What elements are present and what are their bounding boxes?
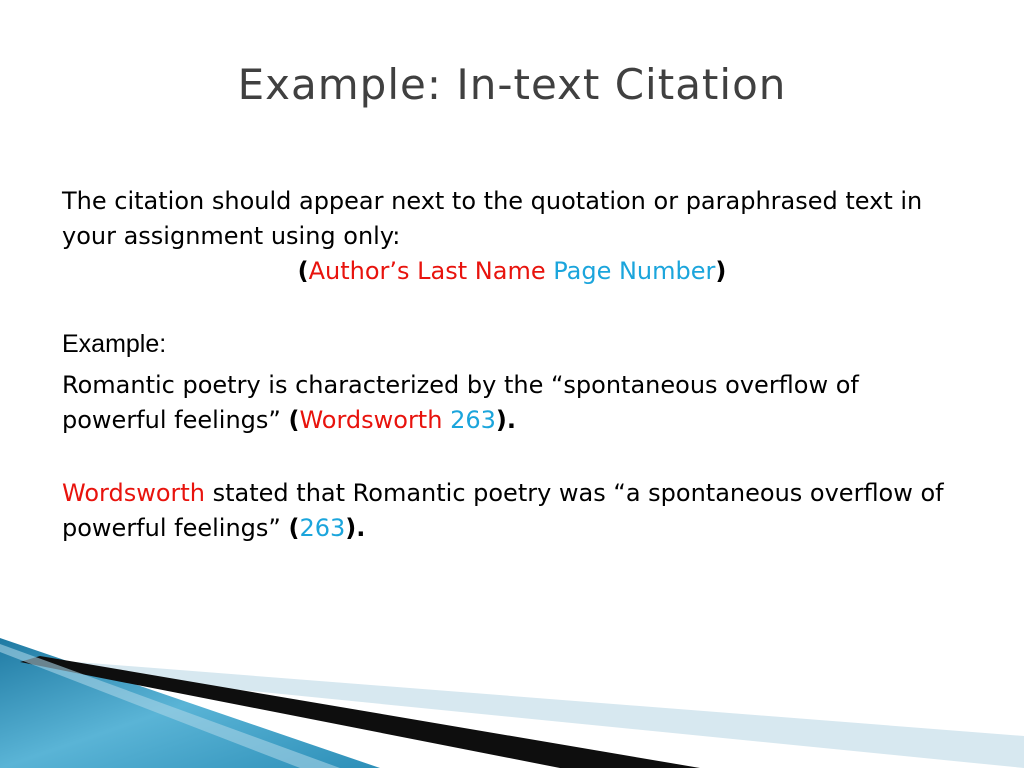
example-1-close: ). [495,406,516,434]
example-label: Example: [62,330,167,358]
example-1-space [442,406,450,434]
example-2-text: stated that Romantic poetry was “a spontaneous overflow of powerful feelings” [62,479,944,542]
format-page: Page Number [553,257,716,285]
intro-text: The citation should appear next to the quotation or paraphrased text in your assignment using only: [62,187,923,250]
format-author: Author’s Last Name [308,257,546,285]
example-1-open-paren: ( [288,406,300,434]
format-open-paren: ( [297,257,309,285]
example-1-author: Wordsworth [299,406,443,434]
format-close-paren: ) [715,257,727,285]
footer-decoration [0,638,1024,768]
example-2-close: ). [345,514,366,542]
citation-format [62,254,962,289]
example-1-text: Romantic poetry is characterized by the “spontaneous overflow of powerful feelings” [62,371,859,434]
example-2-page: 263 [299,514,346,542]
example-1 [62,368,962,438]
example-2-open-paren: ( [288,514,300,542]
slide-title: Example: In-text Citation [237,60,787,109]
spacer [62,289,962,327]
example-1-page: 263 [450,406,496,434]
spacer [62,438,962,476]
footer-blue-wedge [0,638,380,768]
slide-body [62,184,962,546]
example-2-author: Wordsworth [62,479,205,507]
example-2 [62,476,962,546]
